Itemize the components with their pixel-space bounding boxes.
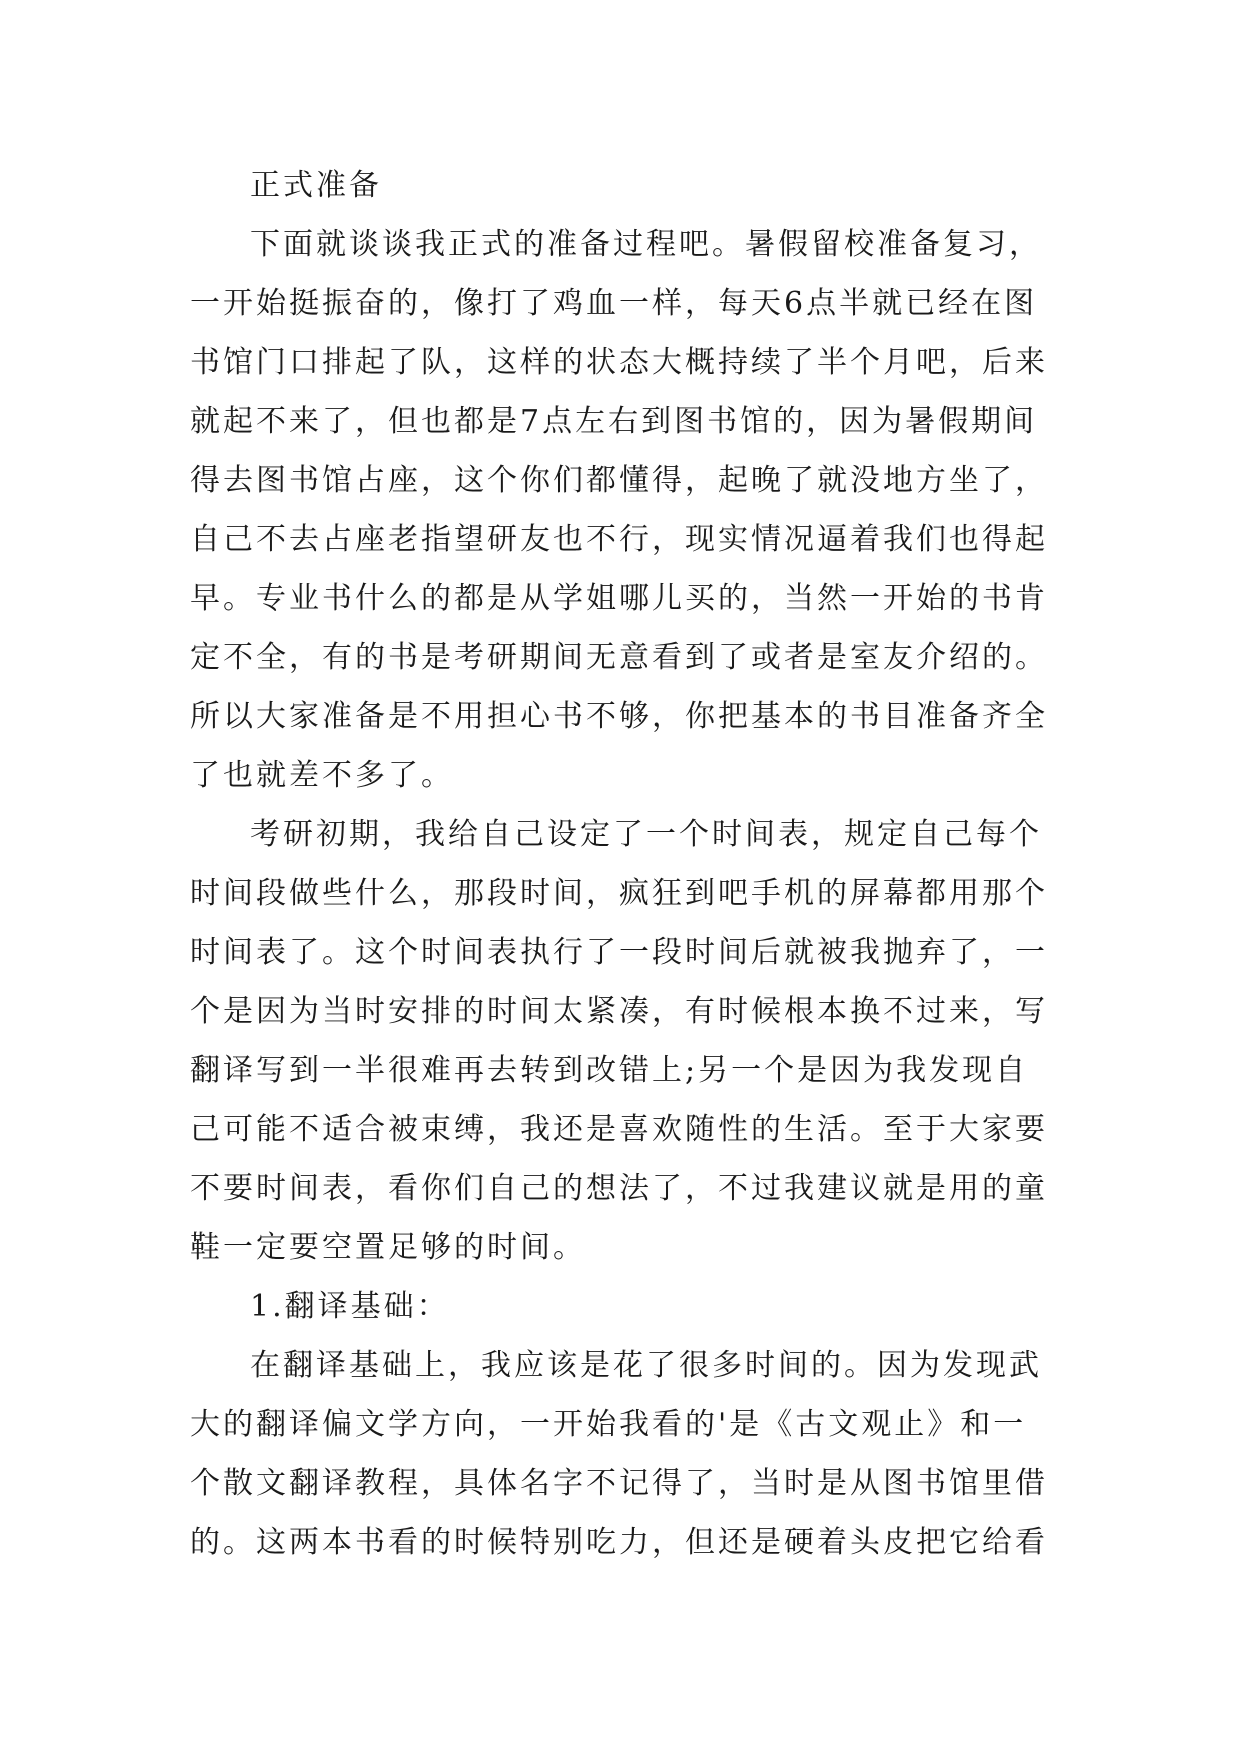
text-line: 的。这两本书看的时候特别吃力，但还是硬着头皮把它给看 [190, 1525, 1048, 1560]
heading-formal-prep [190, 156, 1066, 215]
text-line: 所以大家准备是不用担心书不够，你把基本的书目准备齐全 [190, 699, 1048, 734]
text-line: 书馆门口排起了队，这样的状态大概持续了半个月吧，后来 [190, 345, 1048, 380]
text-line: 时间段做些什么，那段时间，疯狂到吧手机的屏幕都用那个 [190, 876, 1048, 911]
text-line: 下面就谈谈我正式的准备过程吧。暑假留校准备复习， [250, 227, 1042, 262]
text-line: 一开始挺振奋的，像打了鸡血一样，每天6点半就已经在图 [190, 286, 1038, 321]
text-line: 早。专业书什么的都是从学姐哪儿买的，当然一开始的书肯 [190, 581, 1048, 616]
text-line: 个是因为当时安排的时间太紧凑，有时候根本换不过来，写 [190, 994, 1048, 1029]
text-line: 己可能不适合被束缚，我还是喜欢随性的生活。至于大家要 [190, 1112, 1048, 1147]
text-line: 在翻译基础上，我应该是花了很多时间的。因为发现武 [250, 1348, 1042, 1383]
text-line: 考研初期，我给自己设定了一个时间表，规定自己每个 [250, 817, 1042, 852]
text-line: 得去图书馆占座，这个你们都懂得，起晚了就没地方坐了， [190, 463, 1048, 498]
text-line: 大的翻译偏文学方向，一开始我看的'是《古文观止》和一 [190, 1407, 1027, 1442]
text-line: 时间表了。这个时间表执行了一段时间后就被我抛弃了，一 [190, 935, 1048, 970]
text-line: 翻译写到一半很难再去转到改错上;另一个是因为我发现自 [190, 1053, 1029, 1088]
text-line: 1.翻译基础： [250, 1289, 450, 1324]
text-line: 正式准备 [250, 168, 382, 203]
document-body [190, 156, 1066, 1572]
text-line: 定不全，有的书是考研期间无意看到了或者是室友介绍的。 [190, 640, 1048, 675]
text-line: 个散文翻译教程，具体名字不记得了，当时是从图书馆里借 [190, 1466, 1048, 1501]
para-translation [190, 1336, 1066, 1572]
para-schedule [190, 805, 1066, 1277]
text-line: 鞋一定要空置足够的时间。 [190, 1230, 586, 1265]
text-line: 了也就差不多了。 [190, 758, 454, 793]
text-line: 自己不去占座老指望研友也不行，现实情况逼着我们也得起 [190, 522, 1048, 557]
text-line: 就起不来了，但也都是7点左右到图书馆的，因为暑假期间 [190, 404, 1038, 439]
para-prep-process [190, 215, 1066, 805]
heading-translation-basics [190, 1277, 1066, 1336]
text-line: 不要时间表，看你们自己的想法了，不过我建议就是用的童 [190, 1171, 1048, 1206]
